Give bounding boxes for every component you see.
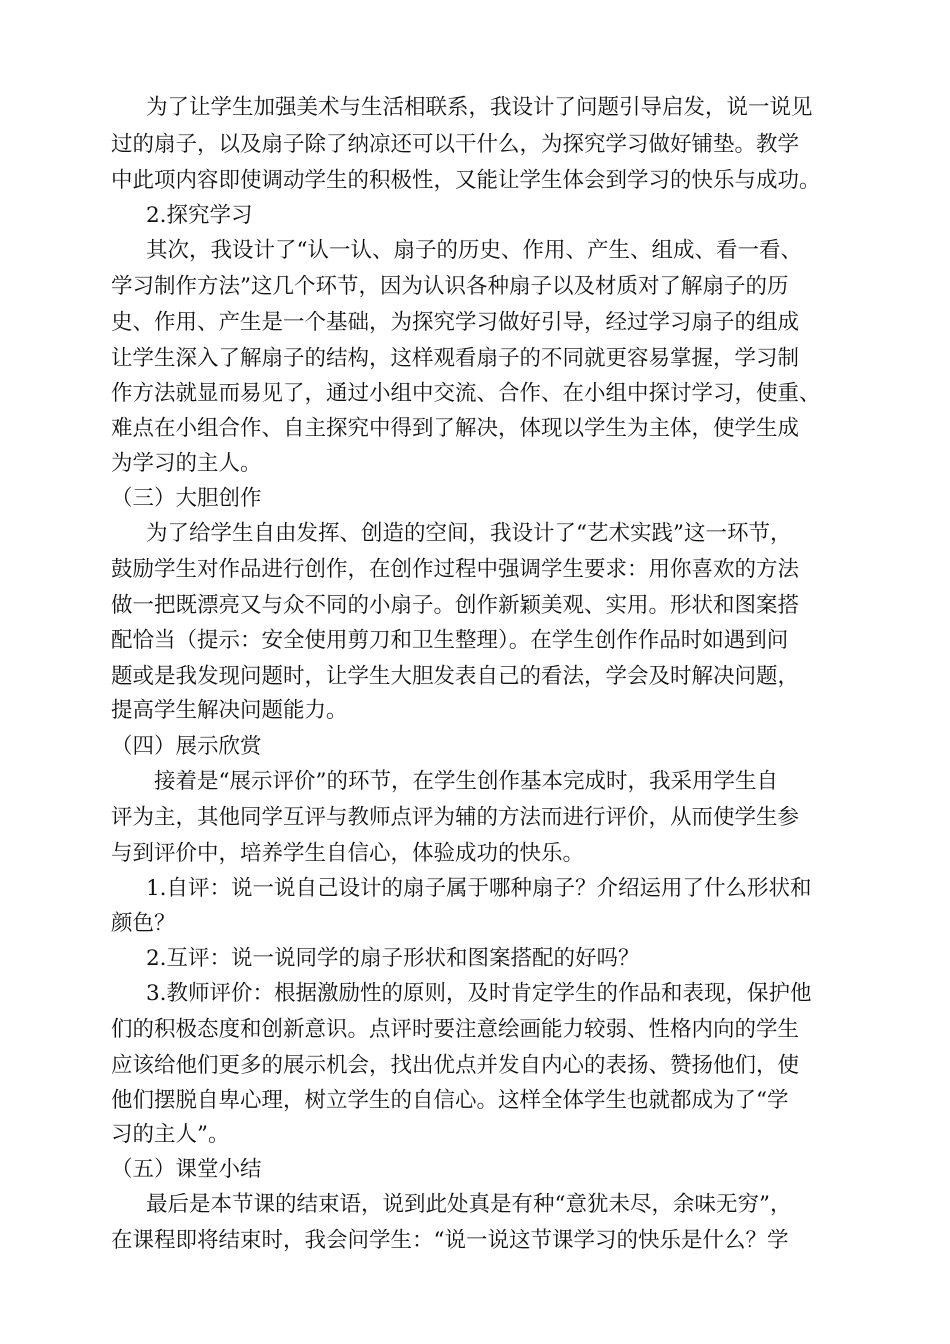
paragraph-line: 鼓励学生对作品进行创作，在创作过程中强调学生要求：用你喜欢的方法 (111, 557, 800, 582)
list-item-continuation: 应该给他们更多的展示机会，找出优点并发自内心的表扬、赞扬他们，使 (111, 1053, 800, 1078)
paragraph-line: 中此项内容即使调动学生的积极性，又能让学生体会到学习的快乐与成功。 (111, 168, 821, 193)
paragraph-line: 与到评价中，培养学生自信心，体验成功的快乐。 (111, 841, 585, 866)
paragraph-line: 过的扇子，以及扇子除了纳凉还可以干什么，为探究学习做好铺垫。教学 (111, 132, 800, 157)
paragraph-line: 在课程即将结束时，我会问学生：“说一说这节课学习的快乐是什么？学 (111, 1228, 789, 1253)
section-heading: （三）大胆创作 (111, 486, 262, 511)
section-heading: （五）课堂小结 (111, 1157, 262, 1182)
list-item: 1.自评：说一说自己设计的扇子属于哪种扇子？介绍运用了什么形状和 (146, 876, 812, 901)
list-item-continuation: 他们摆脱自卑心理，树立学生的自信心。这样全体学生也就都成为了“学 (111, 1088, 789, 1113)
list-item: 3.教师评价：根据激励性的原则，及时肯定学生的作品和表现，保护他 (146, 981, 812, 1006)
paragraph-line: 提高学生解决问题能力。 (111, 698, 348, 723)
paragraph-line: 其次，我设计了“认一认、扇子的历史、作用、产生、组成、看一看、 (146, 238, 802, 263)
list-item-continuation: 习的主人”。 (111, 1122, 230, 1147)
paragraph-line: 接着是“展示评价”的环节，在学生创作基本完成时，我采用学生自 (154, 769, 778, 794)
list-item: 2.互评：说一说同学的扇子形状和图案搭配的好吗？ (146, 946, 640, 971)
paragraph-line: 为了让学生加强美术与生活相联系，我设计了问题引导启发，说一说见 (146, 95, 813, 120)
section-heading: （四）展示欣赏 (111, 734, 262, 759)
paragraph-line: 难点在小组合作、自主探究中得到了解决，体现以学生为主体，使学生成 (111, 416, 800, 441)
paragraph-line: 为了给学生自由发挥、创造的空间，我设计了“艺术实践”这一环节， (146, 521, 792, 546)
paragraph-line: 让学生深入了解扇子的结构，这样观看扇子的不同就更容易掌握，学习制 (111, 346, 800, 371)
paragraph-line: 题或是我发现问题时，让学生大胆发表自己的看法，学会及时解决问题， (111, 664, 800, 689)
paragraph-line: 配恰当（提示：安全使用剪刀和卫生整理）。在学生创作作品时如遇到问 (111, 628, 789, 653)
paragraph-line: 史、作用、产生是一个基础，为探究学习做好引导，经过学习扇子的组成 (111, 310, 800, 335)
list-item-continuation: 颜色？ (111, 911, 176, 936)
list-item-continuation: 们的积极态度和创新意识。点评时要注意绘画能力较弱、性格内向的学生 (111, 1017, 800, 1042)
paragraph-line: 为学习的主人。 (111, 451, 262, 476)
paragraph-line: 最后是本节课的结束语，说到此处真是有种“意犹未尽，余味无穷”， (146, 1192, 792, 1217)
paragraph-line: 评为主，其他同学互评与教师点评为辅的方法而进行评价，从而使学生参 (111, 805, 800, 830)
paragraph-line: 作方法就显而易见了，通过小组中交流、合作、在小组中探讨学习，使重、 (111, 381, 821, 406)
paragraph-line: 学习制作方法”这几个环节，因为认识各种扇子以及材质对了解扇子的历 (111, 274, 789, 299)
section-heading: 2.探究学习 (146, 203, 253, 228)
paragraph-line: 做一把既漂亮又与众不同的小扇子。创作新颖美观、实用。形状和图案搭 (111, 593, 800, 618)
